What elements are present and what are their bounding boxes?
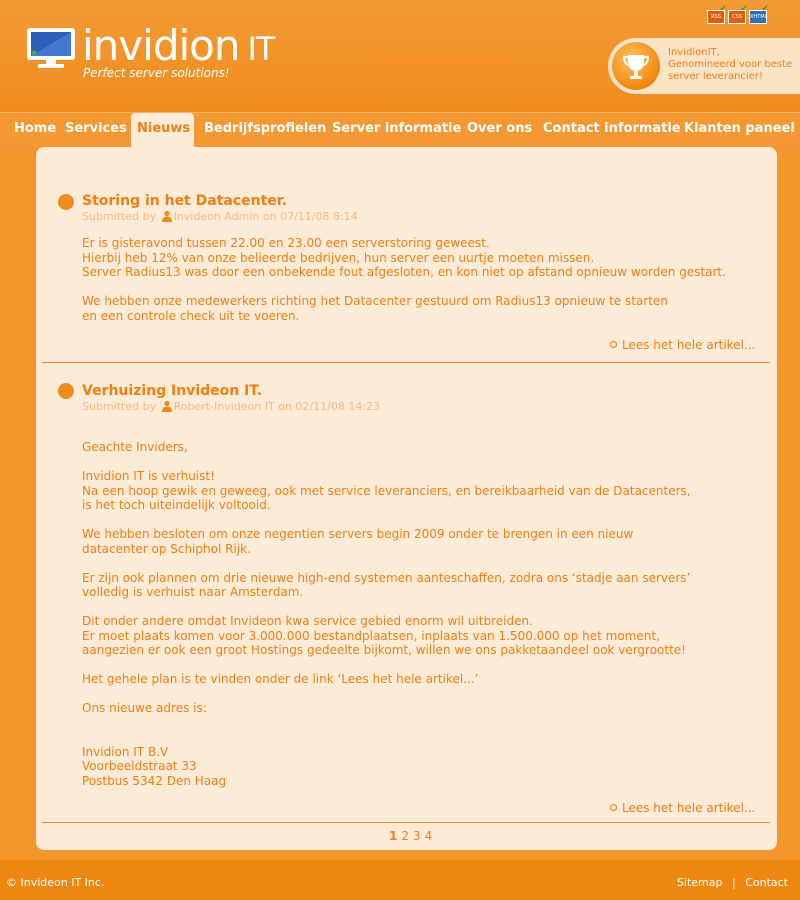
sitemap-link[interactable]: Sitemap	[676, 876, 723, 889]
article-line: Er is gisteravond tussen 22.00 en 23.00 een serverstoring geweest.	[82, 236, 490, 250]
article-line: Er moet plaats komen voor 3.000.000 bestandplaatsen, inplaats van 1.500.000 op het moment,	[82, 628, 660, 643]
article-line	[82, 658, 691, 673]
user-icon	[161, 400, 173, 412]
nav-item-contact-informatie[interactable]: Contact informatie	[543, 121, 681, 136]
article-title[interactable]: Verhuizing Invideon IT.	[82, 383, 263, 399]
read-more-link[interactable]: Lees het hele artikel...	[610, 801, 755, 815]
check-icon: ✔	[761, 4, 769, 14]
article-title[interactable]: Storing in het Datacenter.	[82, 193, 288, 209]
award-text: InvidionIT, Genomineerd voor beste server leverancier!	[668, 47, 793, 82]
main-nav	[0, 112, 800, 147]
logo-suffix: IT	[247, 30, 275, 68]
logo-text[interactable]	[82, 21, 275, 71]
article-separator	[42, 362, 770, 363]
article-line	[82, 687, 691, 702]
bullet-icon	[58, 383, 74, 399]
contact-link[interactable]: Contact	[745, 876, 788, 889]
article-separator	[42, 822, 770, 823]
page-link[interactable]: 1	[389, 829, 398, 843]
article-body	[82, 236, 726, 323]
article-line: Server Radius13 was door een onbekende fout afgesloten, en kon niet op afstand opnieuw worden gestart.	[82, 265, 726, 279]
nav-item-nieuws[interactable]: Nieuws	[137, 121, 191, 136]
pagination	[389, 829, 436, 843]
copyright: © Invideon IT Inc.	[6, 876, 105, 889]
xhtml-badge[interactable]: XHTML ✔	[749, 10, 767, 24]
check-icon: ✔	[740, 4, 748, 14]
read-more-link[interactable]: Lees het hele artikel...	[610, 338, 755, 352]
article-line	[82, 455, 691, 470]
article-line: Invidion IT is verhuist!	[82, 469, 215, 483]
article-line: Hierbij heb 12% van onze belieerde bedrijven, hun server een uurtje moeten missen.	[82, 250, 595, 265]
logo-main: invidion	[82, 21, 240, 70]
nav-active-tab	[131, 113, 194, 149]
nav-item-bedrijfsprofielen[interactable]: Bedrijfsprofielen	[204, 121, 327, 136]
article-line: Voorbeeldstraat 33	[82, 759, 197, 773]
rss-badge[interactable]: RSS ✔	[707, 10, 725, 24]
article-line: Het gehele plan is te vinden onder de link ‘Lees het hele artikel...’	[82, 672, 479, 686]
article-line: Geachte Inviders,	[82, 440, 188, 454]
footer	[0, 860, 800, 900]
article-line: Invidion IT B.V	[82, 744, 169, 759]
article-line: volledig is verhuist naar Amsterdam.	[82, 585, 304, 599]
article-line: We hebben besloten om onze negentien servers begin 2009 onder te brengen in een nieuw	[82, 527, 634, 541]
tagline: Perfect server solutions!	[83, 66, 230, 80]
article-body	[82, 440, 691, 788]
validation-badges	[707, 4, 769, 24]
award-box	[608, 38, 800, 94]
article-line: Postbus 5342 Den Haag	[82, 773, 227, 788]
trophy-icon	[612, 42, 660, 90]
bullet-icon	[58, 194, 74, 210]
page-link[interactable]: 3	[413, 829, 421, 843]
nav-item-server-informatie[interactable]: Server informatie	[332, 121, 462, 136]
article-meta: Submitted by Robert-Invideon IT on 02/11/08 14:23	[82, 400, 381, 413]
header	[0, 0, 800, 112]
article-line: We hebben onze medewerkers richting het Datacenter gestuurd om Radius13 opnieuw te starten	[82, 294, 668, 308]
article-line: Na een hoop gewik en geweeg, ook met service leveranciers, en bereikbaarheid van de Datacenters,	[82, 483, 691, 498]
check-icon: ✔	[719, 4, 727, 14]
page-link[interactable]: 4	[424, 829, 433, 843]
page-link[interactable]: 2	[401, 829, 409, 843]
article-line: aangezien er ook een groot Hostings gedeelte bijkomt, willen we ons pakketaandeel ook vergrootte!	[82, 643, 686, 657]
article-line: en een controle check uit te voeren.	[82, 308, 300, 323]
article-line	[82, 513, 691, 528]
footer-divider: |	[731, 876, 736, 889]
nav-item-services[interactable]: Services	[65, 121, 127, 136]
circle-bullet-icon	[610, 341, 617, 348]
article-line: Ons nieuwe adres is:	[82, 701, 207, 715]
article-line	[82, 556, 691, 571]
article-line	[82, 280, 726, 295]
article-line: is het toch uiteindelijk voltooid.	[82, 498, 271, 512]
nav-item-home[interactable]: Home	[14, 121, 57, 136]
circle-bullet-icon	[610, 804, 617, 811]
footer-links	[677, 876, 788, 889]
article-meta: Submitted by Invideon Admin on 07/11/08 8:14	[82, 210, 358, 223]
article-line	[82, 730, 691, 745]
article-line	[82, 716, 691, 731]
article-line	[82, 600, 691, 615]
nav-item-klanten-paneel[interactable]: Klanten paneel	[684, 121, 795, 136]
article-line: Dit onder andere omdat Invideon kwa service gebied enorm wil uitbreiden.	[82, 614, 533, 628]
css-badge[interactable]: CSS ✔	[728, 10, 746, 24]
article-line: Er zijn ook plannen om drie nieuwe high-end systemen aanteschaffen, zodra ons ‘stadje aan servers’	[82, 570, 691, 585]
monitor-logo-icon	[26, 27, 76, 69]
nav-item-over-ons[interactable]: Over ons	[467, 121, 533, 136]
article-line: datacenter op Schiphol Rijk.	[82, 541, 251, 556]
user-icon	[161, 210, 173, 222]
